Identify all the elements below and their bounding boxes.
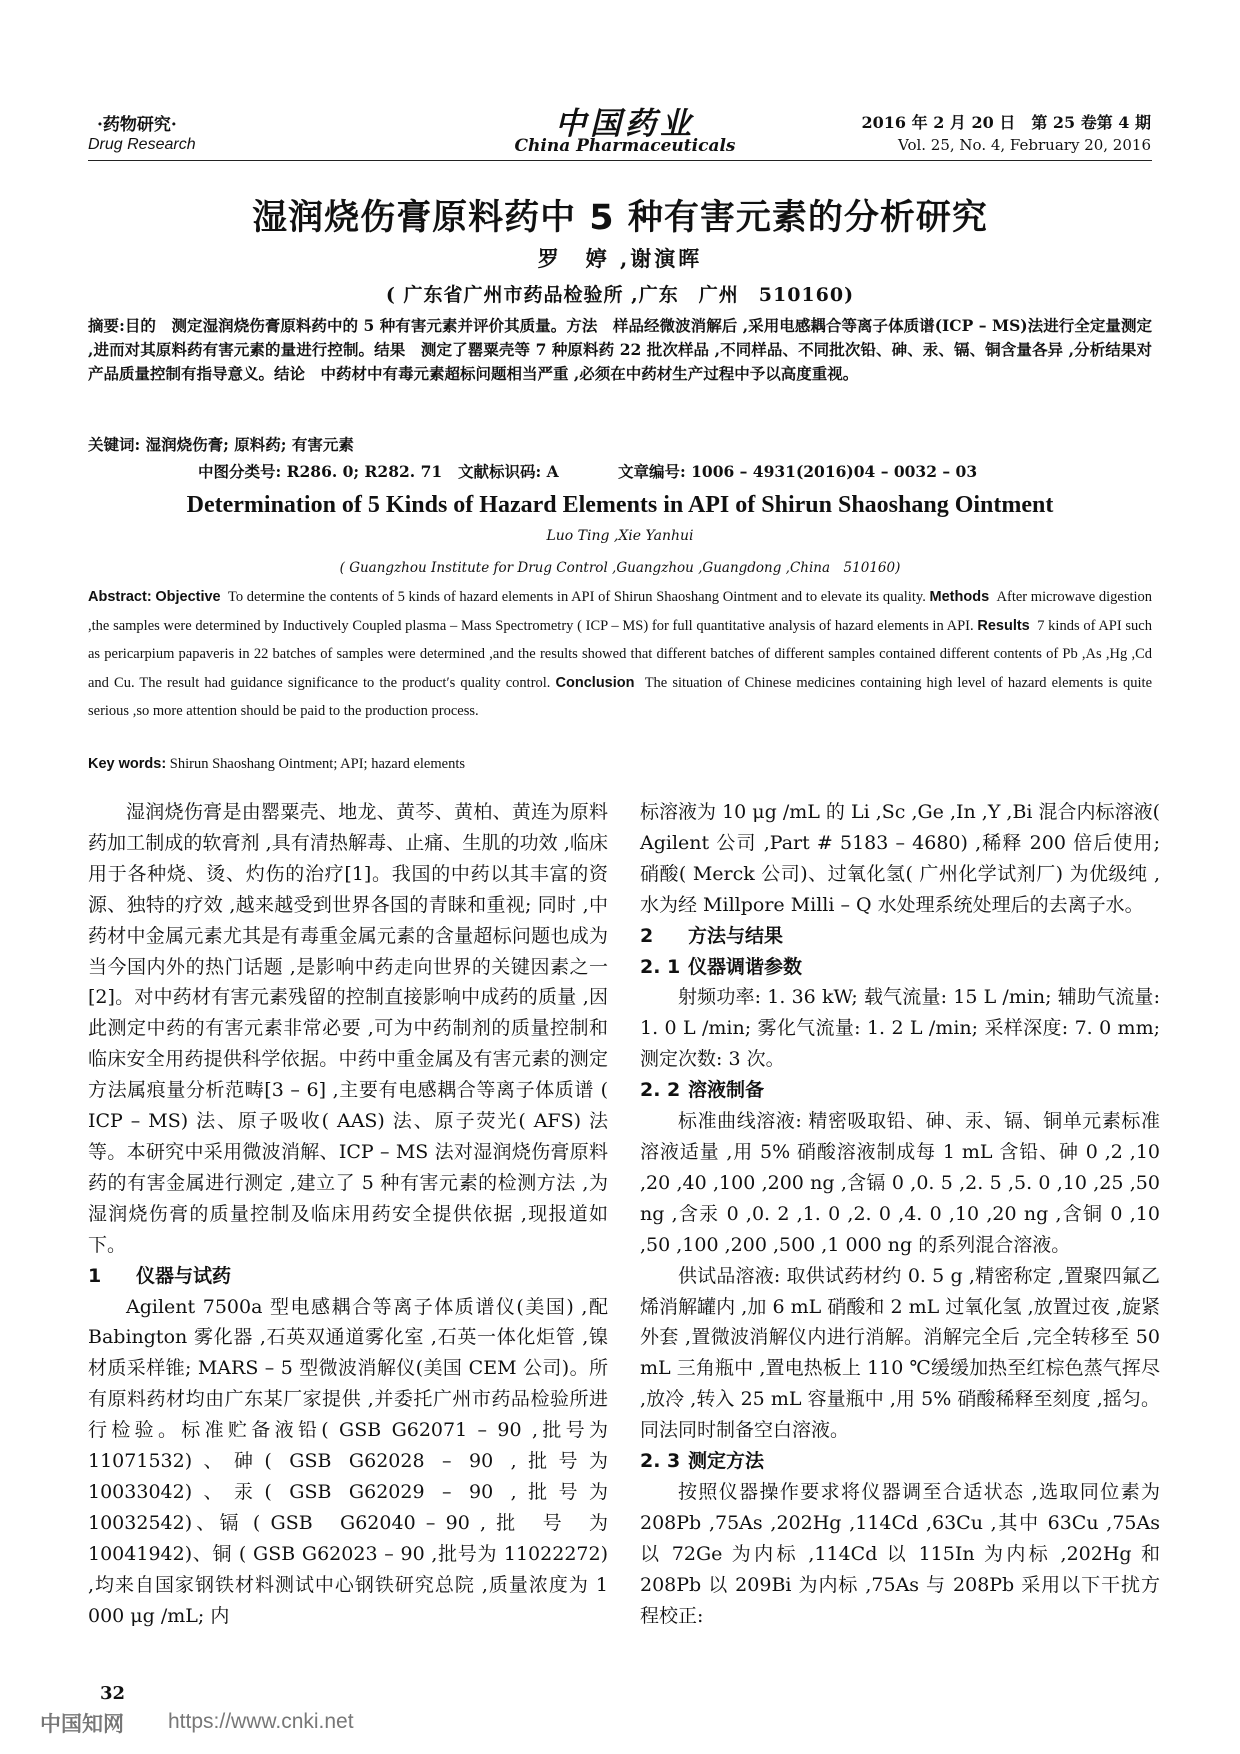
abstract-cn-label: 摘要: <box>88 316 125 335</box>
keywords-cn-label: 关键词: <box>88 435 141 454</box>
section-2-3-heading <box>640 1446 1160 1477</box>
document-code: 文献标识码: A <box>458 462 559 481</box>
header-divider <box>88 160 1152 161</box>
keywords-cn-text: 湿润烧伤膏; 原料药; 有害元素 <box>145 435 354 454</box>
objective-label: Objective <box>155 589 221 605</box>
page-number: 32 <box>100 1683 126 1704</box>
results-text: 7 kinds of API such as pericarpium papaveris in 22 batches of samples were determined ,and the results showed that different batches of different samples contained different contents of Pb ,As ,Hg ,Cd and Cu. The result had guidance significance to the product′s quality control. <box>88 617 1152 691</box>
intro-paragraph: 湿润烧伤膏是由罂粟壳、地龙、黄芩、黄柏、黄连为原料药加工制成的软膏剂 ,具有清热解毒、止痛、生肌的功效 ,临床用于各种烧、烫、灼伤的治疗[1]。我国的中药以其丰富的资源、独特的疗效 ,越来越受到世界各国的青睐和重视; 同时 ,中药材中金属元素尤其是有毒重金属元素的含量超标问题也成为当今国内外的热门话题 ,是影响中药走向世界的关键因素之一[2]。对中药材有害元素残留的控制直接影响中成药的质量 ,因此测定中药的有害元素非常必要 ,可为中药制剂的质量控制和临床安全用药提供科学依据。中药中重金属及有害元素的测定方法属痕量分析范畴[3 – 6] ,主要有电感耦合等离子体质谱 ( ICP – MS) 法、原子吸收( AAS) 法、原子荧光( AFS) 法等。本研究中采用微波消解、ICP – MS 法对湿润烧伤膏原料药的有害金属进行测定 ,建立了 5 种有害元素的检测方法 ,为湿润烧伤膏的质量控制及临床用药安全提供依据 ,现报道如下。 <box>88 801 608 1256</box>
section-label-cn: ·药物研究· <box>97 115 177 135</box>
authors-en: Luo Ting ,Xie Yanhui <box>546 528 694 544</box>
standard-solution-paragraph: 标准曲线溶液: 精密吸取铅、砷、汞、镉、铜单元素标准溶液适量 ,用 5% 硝酸溶液制成每 1 mL 含铅、砷 0 ,2 ,10 ,20 ,40 ,100 ,200 ng ,含镉 0 ,0. 5 ,2. 5 ,5. 0 ,10 ,25 ,50 ng ,含汞 0 ,0. 2 ,1. 0 ,2. 0 ,4. 0 ,10 ,20 ng ,含铜 0 ,10 ,50 ,100 ,200 ,500 ,1 000 ng 的系列混合溶液。 <box>640 1110 1160 1256</box>
methods-label: Methods <box>929 589 990 605</box>
cnki-watermark-url: https://www.cnki.net <box>168 1710 354 1733</box>
test-solution-paragraph: 供试品溶液: 取供试药材约 0. 5 g ,精密称定 ,置聚四氟乙烯消解罐内 ,加 6 mL 硝酸和 2 mL 过氧化氢 ,放置过夜 ,旋紧外套 ,置微波消解仪内进行消解。消解完全后 ,完全转移至 50 mL 三角瓶中 ,置电热板上 110 ℃缓缓加热至红棕色蒸气挥尽 ,放冷 ,转入 25 mL 容量瓶中 ,用 5% 硝酸稀释至刻度 ,摇匀。同法同时制备空白溶液。 <box>640 1264 1160 1442</box>
issue-info-cn: 2016 年 2 月 20 日 第 25 卷第 4 期 <box>861 113 1151 132</box>
section-2-number: 2 <box>640 924 654 947</box>
conclusion-label: Conclusion <box>555 674 635 691</box>
abstract-en <box>88 583 1152 726</box>
abstract-en-label: Abstract: <box>88 589 152 605</box>
abstract-cn <box>88 314 1152 386</box>
article-title-cn: 湿润烧伤膏原料药中 5 种有害元素的分析研究 <box>252 198 988 238</box>
objective-text: To determine the contents of 5 kinds of hazard elements in API of Shirun Shaoshang Ointment and to elevate its quality. <box>228 589 926 605</box>
affiliation-en: ( Guangzhou Institute for Drug Control ,Guangzhou ,Guangdong ,China 510160) <box>339 560 901 576</box>
body-left-column <box>88 797 628 1631</box>
section-1-heading <box>88 1261 608 1292</box>
authors-cn: 罗 婷 ,谢演晖 <box>537 246 703 271</box>
section-2-3-title: 测定方法 <box>688 1450 765 1473</box>
section-2-1-heading <box>640 952 1160 983</box>
section-1-paragraph: Agilent 7500a 型电感耦合等离子体质谱仪(美国) ,配 Babington 雾化器 ,石英双通道雾化室 ,石英一体化炬管 ,镍材质采样锥; MARS – 5 型微波消解仪(美国 CEM 公司)。所有原料药材均由广东某厂家提供 ,并委托广州市药品检验所进行检验。标准贮备液铅( GSB G62071 – 90 ,批号为 11071532)、砷( GSB G62028 – 90 ,批号为 10033042)、汞( GSB G62029 – 90 ,批号为 10032542)、镉 ( GSB G62040 – 90 , 批 号 为 10041942)、铜 ( GSB G62023 – 90 ,批号为 11022272) ,均来自国家钢铁材料测试中心钢铁研究总院 ,质量浓度为 1 000 μg /mL; 内 <box>88 1295 628 1627</box>
section-1-continuation: 标溶液为 10 μg /mL 的 Li ,Sc ,Ge ,In ,Y ,Bi 混合内标溶液( Agilent 公司 ,Part # 5183 – 4680) ,稀释 200 倍后使用; 硝酸( Merck 公司)、过氧化氢( 广州化学试剂厂) 为优级纯 ,水为经 Millpore Milli – Q 水处理系统处理后的去离子水。 <box>640 801 1160 916</box>
section-2-heading <box>640 921 1160 952</box>
article-title-en: Determination of 5 Kinds of Hazard Elements in API of Shirun Shaoshang Ointment <box>186 492 1054 518</box>
section-2-1-number: 2. 1 <box>640 955 681 978</box>
section-2-title: 方法与结果 <box>688 924 784 947</box>
section-label-en: Drug Research <box>88 136 196 153</box>
classification-number: 中图分类号: R286. 0; R282. 71 <box>198 462 443 481</box>
keywords-en-text: Shirun Shaoshang Ointment; API; hazard elements <box>169 756 465 772</box>
section-2-2-title: 溶液制备 <box>688 1079 765 1102</box>
section-2-3-number: 2. 3 <box>640 1450 681 1473</box>
results-label: Results <box>977 617 1030 634</box>
methods-text: After microwave digestion ,the samples were determined by Inductively Coupled plasma – Mass Spectrometry ( ICP – MS) for full quantitative analysis of hazard elements in API. <box>88 589 1153 634</box>
section-2-1-paragraph: 射频功率: 1. 36 kW; 载气流量: 15 L /min; 辅助气流量: 1. 0 L /min; 雾化气流量: 1. 2 L /min; 采样深度: 7. 0 mm; 测定次数: 3 次。 <box>640 986 1160 1071</box>
section-2-2-heading <box>640 1075 1160 1106</box>
section-2-1-title: 仪器调谐参数 <box>688 955 803 978</box>
conclusion-text: The situation of Chinese medicines containing high level of hazard elements is quite serious ,so more attention should be paid to the production process. <box>88 674 1153 720</box>
body-right-column <box>640 797 1160 1631</box>
keywords-cn <box>88 433 1152 455</box>
section-1-title: 仪器与试药 <box>136 1264 232 1287</box>
section-2-3-paragraph: 按照仪器操作要求将仪器调至合适状态 ,选取同位素为 208Pb ,75As ,202Hg ,114Cd ,63Cu ,其中 63Cu ,75As 以 72Ge 为内标 ,114Cd 以 115In 为内标 ,202Hg 和 208Pb 以 209Bi 为内标 ,75As 与 208Pb 采用以下干扰方程校正: <box>640 1480 1160 1627</box>
abstract-cn-text: 目的 测定湿润烧伤膏原料药中的 5 种有害元素并评价其质量。方法 样品经微波消解后 ,采用电感耦合等离子体质谱(ICP – MS)法进行全定量测定 ,进而对其原料药有害元素的量进行控制。结果 测定了罂粟壳等 7 种原料药 22 批次样品 ,不同样品、不同批次铅、砷、汞、镉、铜含量各异 ,分析结果对产品质量控制有指导意义。结论 中药材中有毒元素超标问题相当严重 ,必须在中药材生产过程中予以高度重视。 <box>88 316 1152 383</box>
section-2-2-number: 2. 2 <box>640 1079 681 1102</box>
section-1-number: 1 <box>88 1264 102 1287</box>
affiliation-cn: ( 广东省广州市药品检验所 ,广东 广州 510160) <box>385 284 855 306</box>
issue-info-en: Vol. 25, No. 4, February 20, 2016 <box>897 136 1151 154</box>
journal-logo-cn: 中国药业 <box>555 106 695 142</box>
keywords-en <box>88 756 1152 773</box>
keywords-en-label: Key words: <box>88 756 167 772</box>
cnki-watermark-logo: 中国知网 <box>40 1712 124 1736</box>
article-id: 文章编号: 1006 – 4931(2016)04 – 0032 – 03 <box>618 462 978 481</box>
journal-name-en: China Pharmaceuticals <box>514 136 736 156</box>
